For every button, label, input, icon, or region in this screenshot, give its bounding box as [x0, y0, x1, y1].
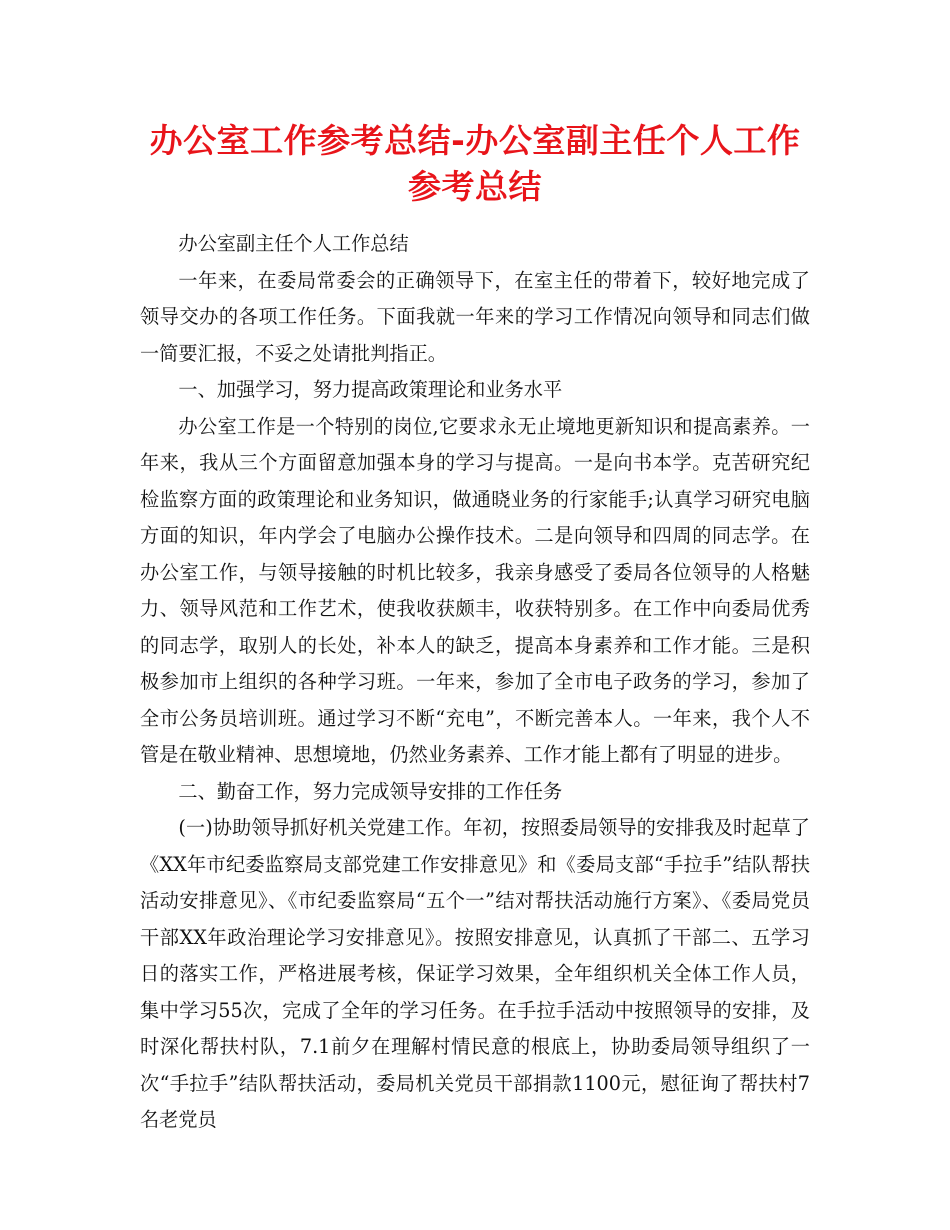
paragraph-subtitle: 办公室副主任个人工作总结: [178, 232, 409, 255]
paragraph-intro: 一年来，在委局常委会的正确领导下，在室主任的带着下，较好地完成了领导交办的各项工作任务。下面我就一年来的学习工作情况向领导和同志们做一简要汇报，不妥之处请批判指正。: [140, 268, 810, 365]
document-body: [140, 226, 810, 1139]
paragraph-study: 办公室工作是一个特别的岗位,它要求永无止境地更新知识和提高素养。一年来，我从三个方面留意加强本身的学习与提高。一是向书本学。克苦研究纪检监察方面的政策理论和业务知识，做通晓业务的行家能手;认真学习研究电脑方面的知识，年内学会了电脑办公操作技术。二是向领导和四周的同志学。在办公室工作，与领导接触的时机比较多，我亲身感受了委局各位领导的人格魅力、领导风范和工作艺术，使我收获颇丰，收获特别多。在工作中向委局优秀的同志学，取别人的长处，补本人的缺乏，提高本身素养和工作才能。三是积极参加市上组织的各种学习班。一年来，参加了全市电子政务的学习，参加了全市公务员培训班。通过学习不断“充电”，不断完善本人。一年来，我个人不管是在敬业精神、思想境地，仍然业务素养、工作才能上都有了明显的进步。: [140, 414, 810, 766]
section-heading-1: 一、加强学习，努力提高政策理论和业务水平: [178, 378, 563, 401]
paragraph-party-building: (一)协助领导抓好机关党建工作。年初，按照委局领导的安排我及时起草了《XX年市纪委监察局支部党建工作安排意见》和《委局支部“手拉手”结队帮扶活动安排意见》、《市纪委监察局“五个一”结对帮扶活动施行方案》、《委局党员干部XX年政治理论学习安排意见》。按照安排意见，认真抓了干部二、五学习日的落实工作，严格进展考核，保证学习效果，全年组织机关全体工作人员，集中学习55次，完成了全年的学习任务。在手拉手活动中按照领导的安排，及时深化帮扶村队，7.1前夕在理解村情民意的根底上，协助委局领导组织了一次“手拉手”结队帮扶活动，委局机关党员干部捐款1100元，慰征询了帮扶村7名老党员: [140, 816, 810, 1131]
section-heading-2: 二、勤奋工作，努力完成领导安排的工作任务: [178, 779, 563, 803]
document-title: 办公室工作参考总结-办公室副主任个人工作参考总结: [149, 121, 801, 206]
